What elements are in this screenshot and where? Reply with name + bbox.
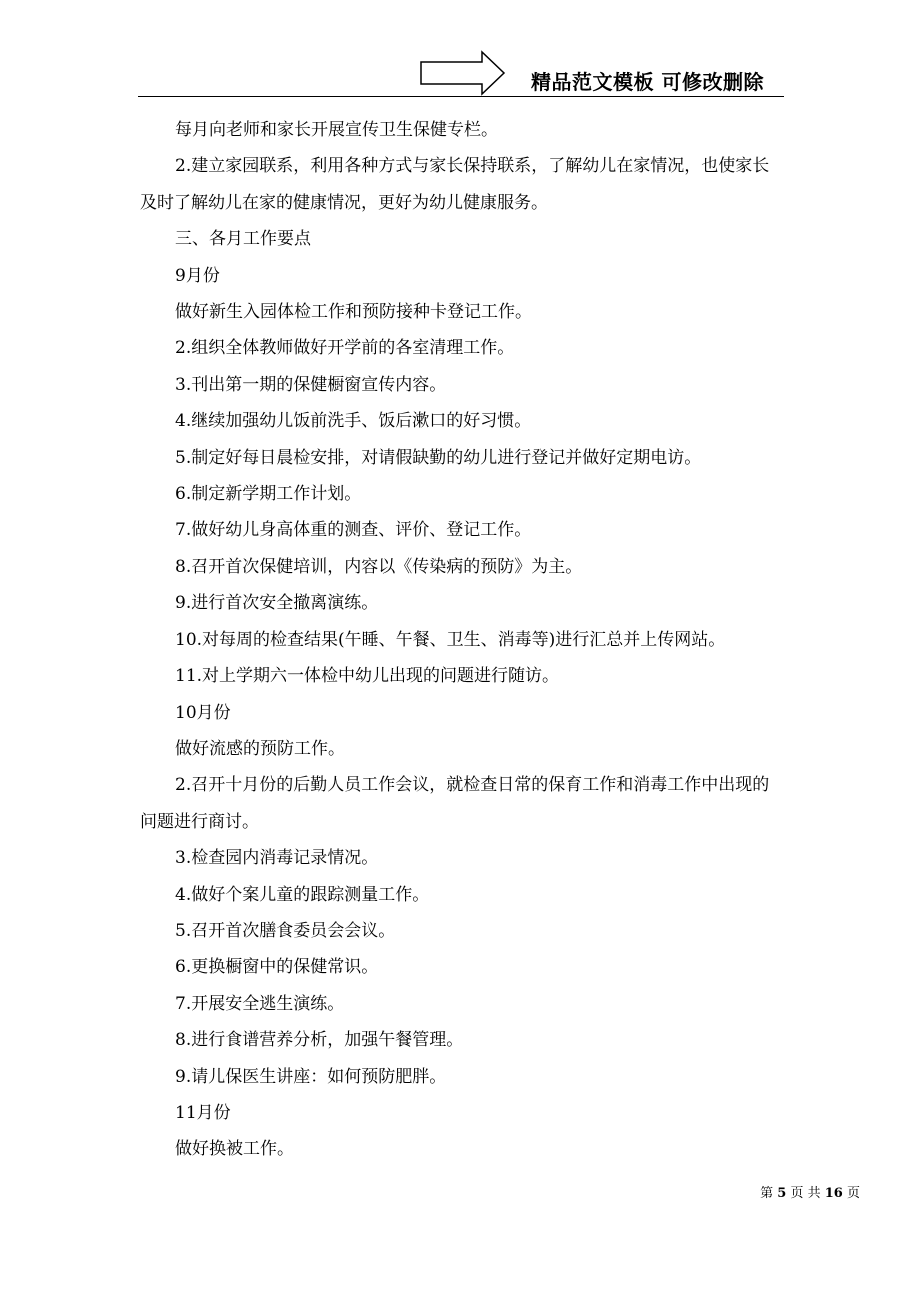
month-heading: 9月份 [175,265,220,286]
footer-prefix: 第 [760,1186,774,1201]
paragraph: 10.对每周的检查结果(午睡、午餐、卫生、消毒等)进行汇总并上传网站。 [175,629,726,650]
paragraph: 2.组织全体教师做好开学前的各室清理工作。 [175,338,515,359]
paragraph: 做好新生入园体检工作和预防接种卡登记工作。 [175,302,532,323]
header-divider [138,96,784,97]
paragraph: 11.对上学期六一体检中幼儿出现的问题进行随访。 [175,666,560,687]
section-heading: 三、各月工作要点 [175,229,311,250]
paragraph: 5.制定好每日晨检安排，对请假缺勤的幼儿进行登记并做好定期电访。 [175,447,702,468]
document-body [140,112,780,1168]
paragraph: 9.请儿保医生讲座：如何预防肥胖。 [175,1066,447,1087]
paragraph: 9.进行首次安全撤离演练。 [175,593,379,614]
paragraph: 4.做好个案儿童的跟踪测量工作。 [175,884,430,905]
paragraph: 4.继续加强幼儿饭前洗手、饭后漱口的好习惯。 [175,411,532,432]
paragraph: 做好流感的预防工作。 [175,738,345,759]
page-header [0,0,920,100]
footer-middle: 页 共 [790,1186,821,1201]
paragraph: 7.开展安全逃生演练。 [175,993,345,1014]
month-heading: 11月份 [175,1102,231,1123]
footer-suffix: 页 [846,1186,860,1201]
paragraph: 7.做好幼儿身高体重的测查、评价、登记工作。 [175,520,532,541]
paragraph: 8.进行食谱营养分析，加强午餐管理。 [175,1030,464,1051]
paragraph: 8.召开首次保健培训，内容以《传染病的预防》为主。 [175,556,583,577]
header-title: 精品范文模板 可修改删除 [531,70,764,94]
right-arrow-icon [420,50,506,96]
current-page-number: 5 [777,1186,787,1201]
paragraph: 3.检查园内消毒记录情况。 [175,848,379,869]
paragraph: 2.建立家园联系，利用各种方式与家长保持联系，了解幼儿在家情况，也使家长及时了解幼儿在家的健康情况，更好为幼儿健康服务。 [140,156,770,213]
paragraph: 每月向老师和家长开展宣传卫生保健专栏。 [175,120,498,140]
paragraph: 做好换被工作。 [175,1139,294,1160]
paragraph: 3.刊出第一期的保健橱窗宣传内容。 [175,374,447,395]
paragraph: 6.更换橱窗中的保健常识。 [175,957,379,978]
paragraph: 2.召开十月份的后勤人员工作会议，就检查日常的保育工作和消毒工作中出现的问题进行商讨。 [140,775,770,832]
paragraph: 6.制定新学期工作计划。 [175,484,362,505]
paragraph: 5.召开首次膳食委员会会议。 [175,920,396,941]
page-number-footer [760,1182,860,1201]
total-page-count: 16 [824,1186,843,1201]
month-heading: 10月份 [175,702,231,723]
